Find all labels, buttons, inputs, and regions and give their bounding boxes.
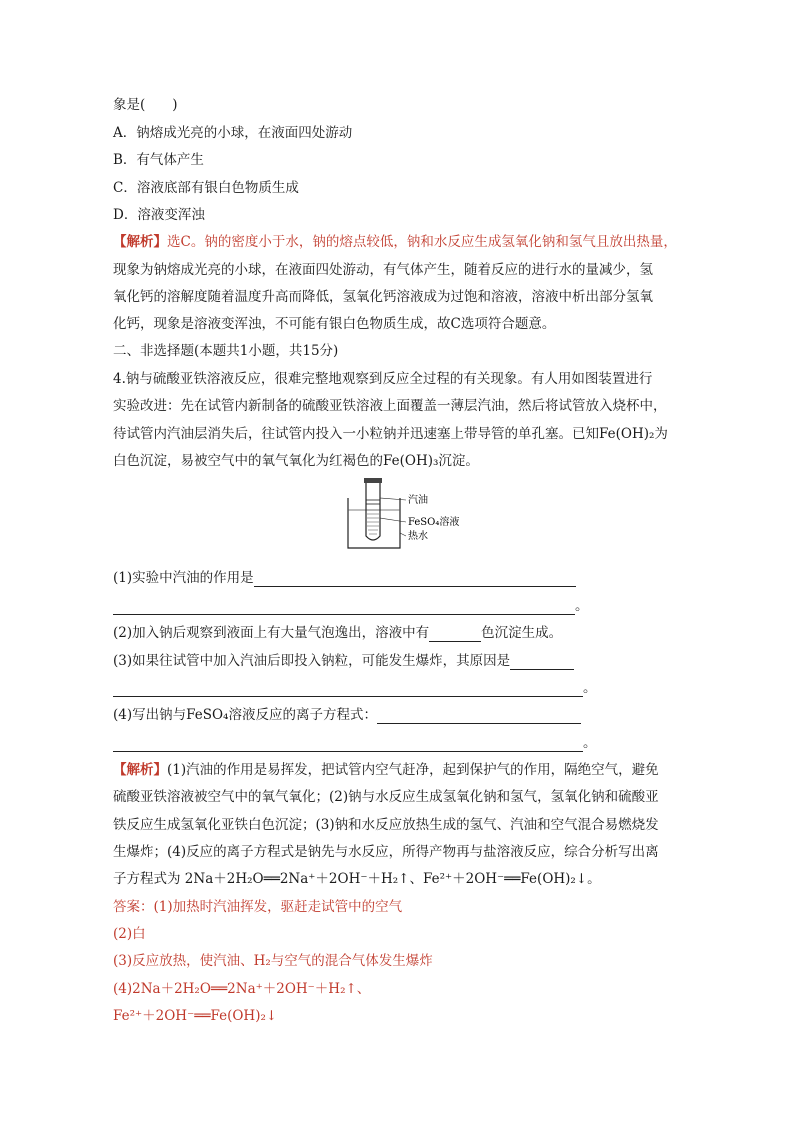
- question-stem: 4.钠与硫酸亚铁溶液反应，很难完整地观察到反应全过程的有关现象。有人用如图装置进行: [113, 371, 653, 387]
- answer-blank[interactable]: [113, 600, 575, 615]
- answer-line: Fe²⁺＋2OH⁻══Fe(OH)₂↓: [113, 1008, 278, 1024]
- answer-line: (4)2Na＋2H₂O══2Na⁺＋2OH⁻＋H₂↑、: [113, 981, 371, 997]
- analysis-line: 铁反应生成氢氧化亚铁白色沉淀；(3)钠和水反应放热生成的氢气、汽油和空气混合易燃烧发: [113, 817, 659, 833]
- apparatus-figure: [340, 478, 460, 553]
- question-stem: 待试管内汽油层消失后，往试管内投入一小粒钠并迅速塞上带导管的单孔塞。已知Fe(OH)₂为: [113, 426, 668, 442]
- analysis-line: 子方程式为 2Na＋2H₂O══2Na⁺＋2OH⁻＋H₂↑、Fe²⁺＋2OH⁻══Fe(OH)₂↓。: [113, 871, 601, 887]
- analysis-line: 化钙，现象是溶液变浑浊，不可能有银白色物质生成，故C选项符合题意。: [113, 316, 556, 332]
- answer-line: (3)反应放热，使汽油、H₂与空气的混合气体发生爆炸: [113, 953, 433, 969]
- option-d: D．溶液变浑浊: [113, 207, 205, 223]
- analysis-tag: 【解析】: [113, 234, 167, 250]
- label-solution: FeSO₄溶液: [408, 517, 460, 528]
- sub-question-3: (3)如果往试管中加入汽油后即投入钠粒，可能发生爆炸，其原因是: [113, 652, 574, 670]
- section-title: 二、非选择题(本题共1小题，共15分): [113, 343, 339, 359]
- label-hot-water: 热水: [408, 531, 428, 542]
- answer-blank[interactable]: [254, 572, 576, 587]
- label-gasoline: 汽油: [408, 495, 428, 506]
- answer-blank[interactable]: [113, 682, 583, 697]
- option-c: C．溶液底部有银白色物质生成: [113, 180, 299, 196]
- analysis-line: 【解析】选C。钠的密度小于水，钠的熔点较低，钠和水反应生成氢氧化钠和氢气且放出热量，: [113, 234, 677, 250]
- stopper: [364, 478, 382, 483]
- sub-question-4-cont: 。: [113, 734, 597, 752]
- answer-line: 答案：(1)加热时汽油挥发，驱赶走试管中的空气: [113, 899, 403, 915]
- sub-question-1-cont: 。: [113, 597, 589, 615]
- sub-question-2: (2)加入钠后观察到液面上有大量气泡逸出，溶液中有 色沉淀生成。: [113, 625, 563, 641]
- sub-question-4: (4)写出钠与FeSO₄溶液反应的离子方程式：: [113, 706, 581, 724]
- option-a: A．钠熔成光亮的小球，在液面四处游动: [113, 125, 353, 141]
- answer-line: (2)白: [113, 926, 146, 942]
- answer-blank[interactable]: [113, 737, 583, 752]
- sub-question-1: (1)实验中汽油的作用是: [113, 569, 576, 587]
- option-b: B．有气体产生: [113, 152, 204, 168]
- analysis-line: 【解析】(1)汽油的作用是易挥发，把试管内空气赶净，起到保护气的作用，隔绝空气，避免: [113, 762, 659, 778]
- analysis-line: 现象为钠熔成光亮的小球，在液面四处游动，有气体产生，随着反应的进行水的量减少，氢: [113, 262, 653, 278]
- solution-hatch: [367, 510, 379, 534]
- answer-blank[interactable]: [510, 655, 574, 670]
- analysis-tag: 【解析】: [113, 762, 167, 778]
- analysis-line: 硫酸亚铁溶液被空气中的氧气氧化；(2)钠与水反应生成氢氧化钠和氢气，氢氧化钠和硫酸亚: [113, 789, 659, 805]
- answer-blank[interactable]: [377, 709, 581, 724]
- answer-blank[interactable]: [429, 627, 481, 642]
- question-stem: 白色沉淀，易被空气中的氧气氧化为红褐色的Fe(OH)₃沉淀。: [113, 453, 479, 469]
- question-stem: 实验改进：先在试管内新制备的硫酸亚铁溶液上面覆盖一薄层汽油，然后将试管放入烧杯中，: [113, 398, 667, 414]
- analysis-line: 生爆炸；(4)反应的离子方程式是钠先与水反应，所得产物再与盐溶液反应，综合分析写出离: [113, 844, 659, 860]
- analysis-line: 氧化钙的溶解度随着温度升高而降低，氢氧化钙溶液成为过饱和溶液，溶液中析出部分氢氧: [113, 289, 653, 305]
- question-stem-end: 象是( ): [113, 97, 178, 113]
- sub-question-3-cont: 。: [113, 679, 597, 697]
